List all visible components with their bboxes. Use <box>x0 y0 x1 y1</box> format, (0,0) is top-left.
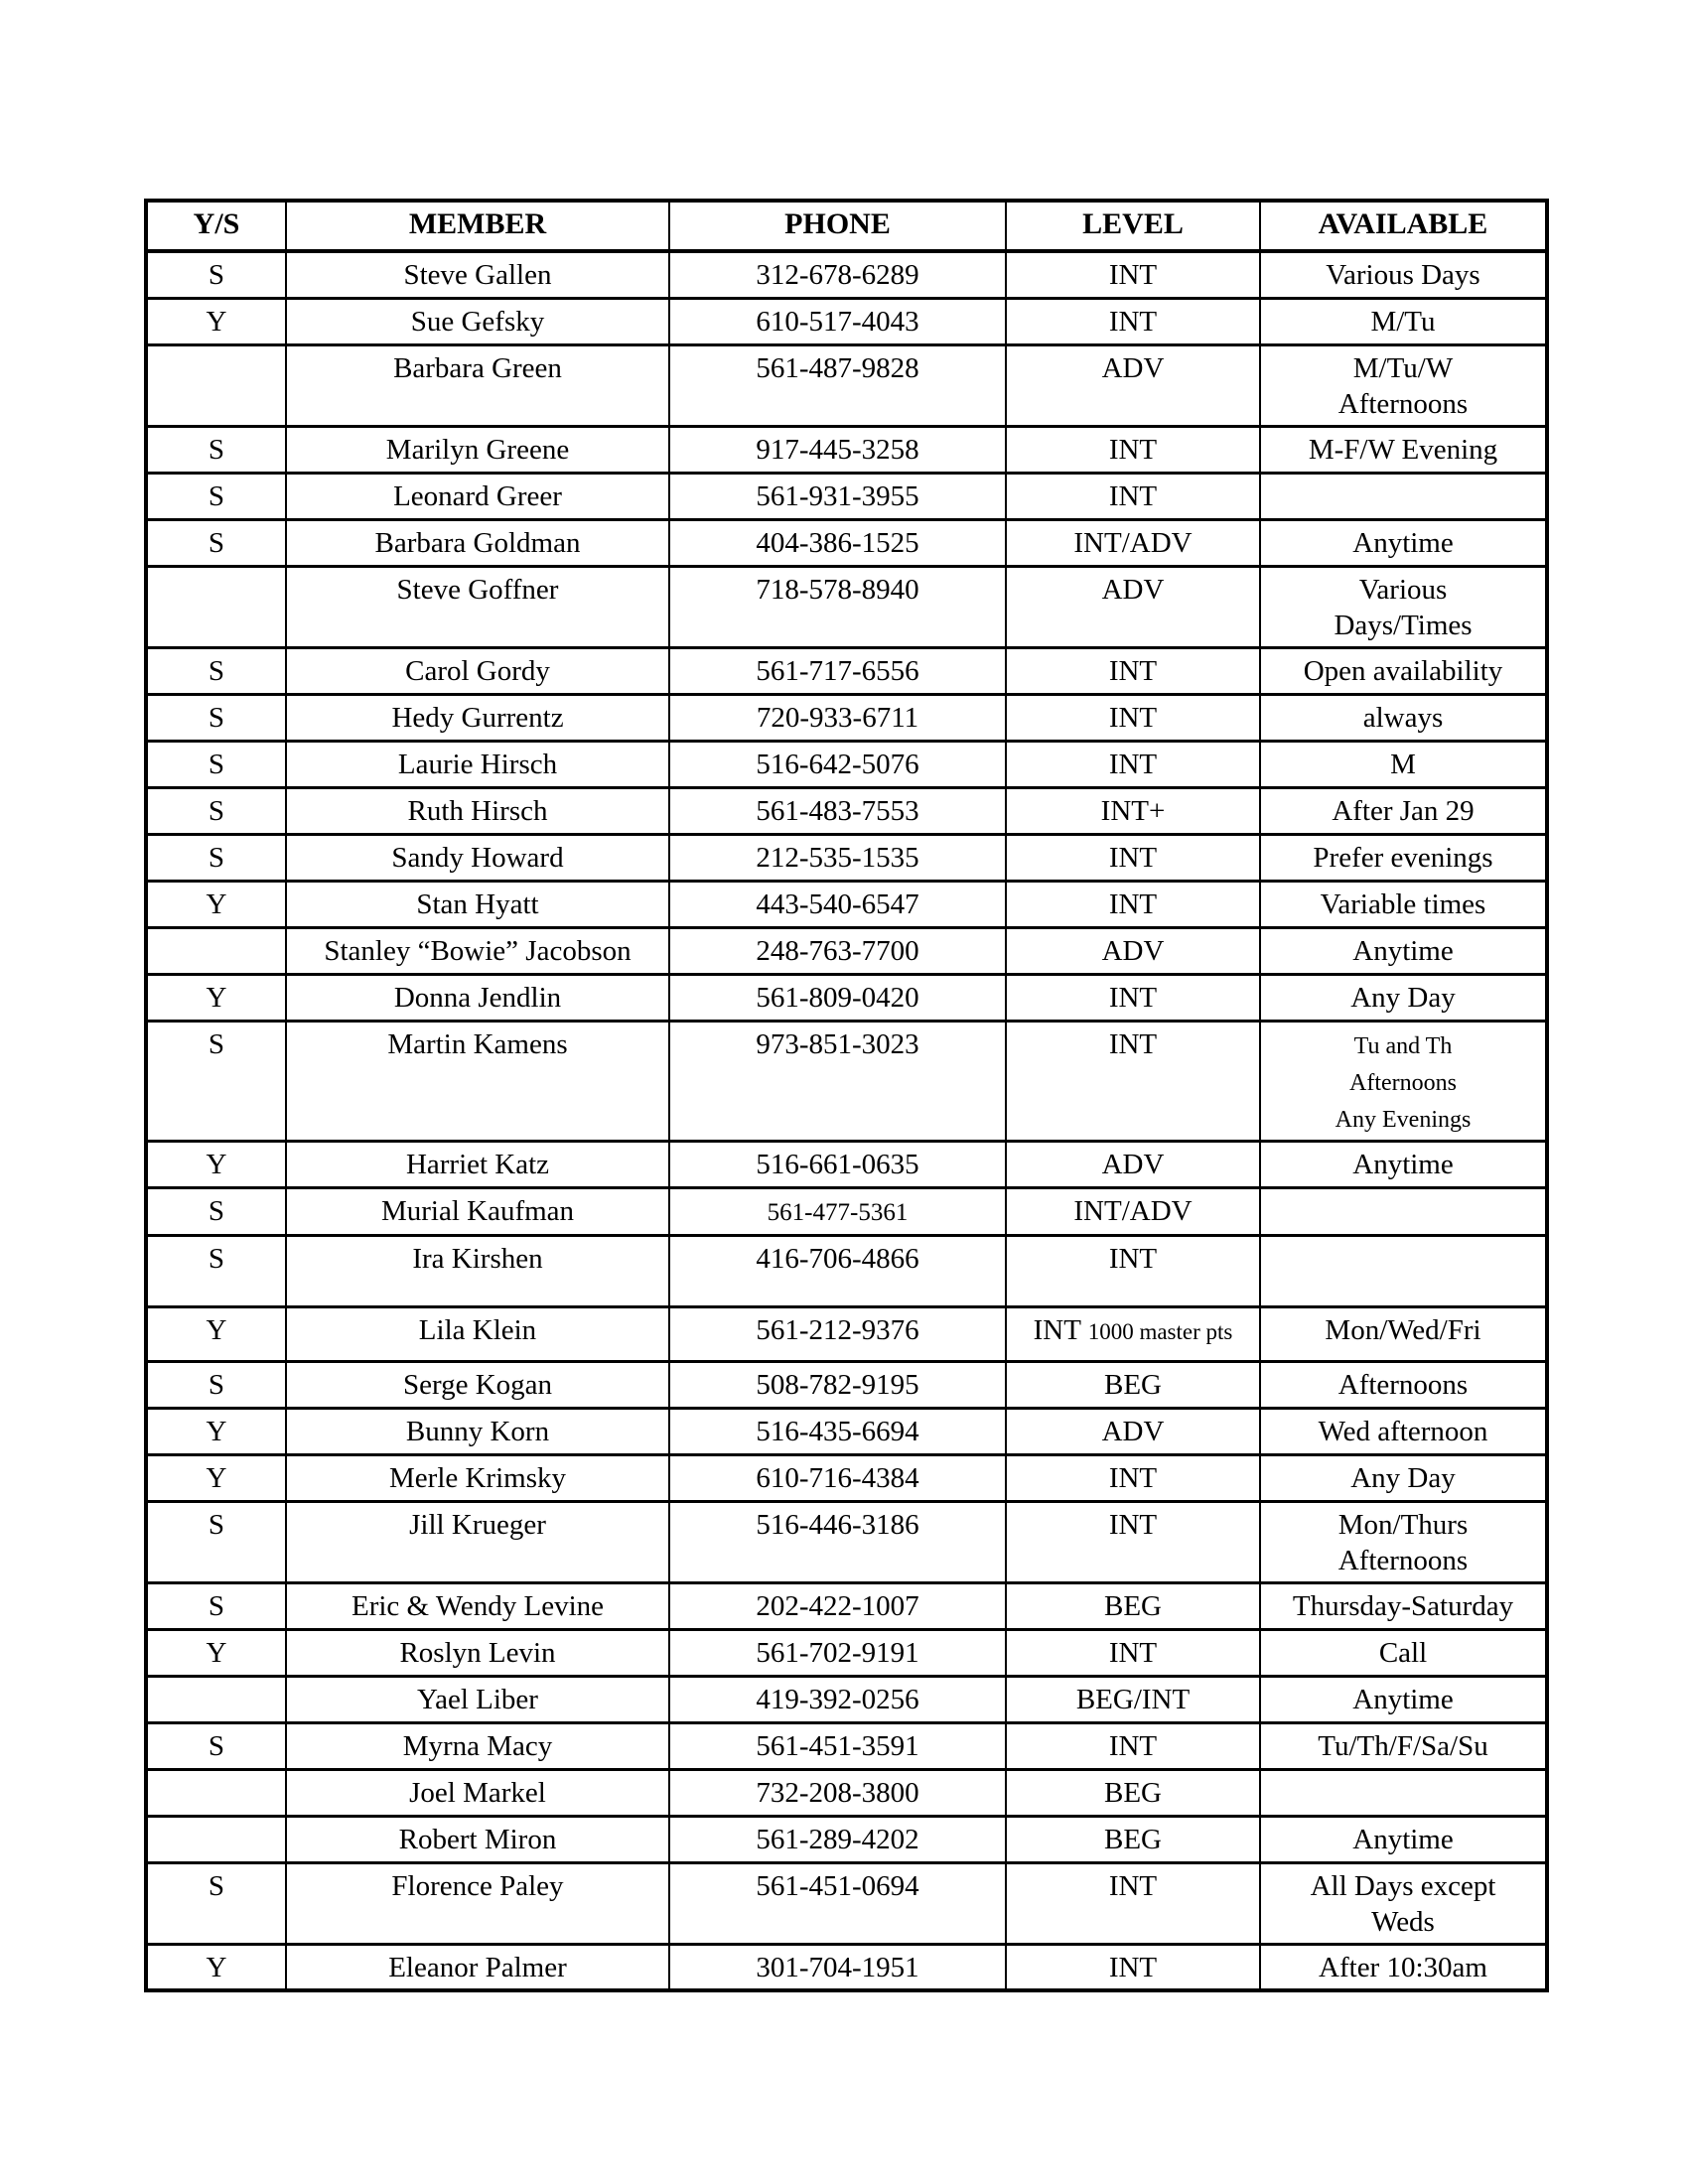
level-cell: INT <box>1006 834 1260 881</box>
table-row <box>146 694 1547 741</box>
phone-cell: 312-678-6289 <box>669 251 1006 298</box>
available-cell: M-F/W Evening <box>1260 426 1547 473</box>
ys-cell: Y <box>146 1629 286 1676</box>
level-cell: BEG <box>1006 1361 1260 1408</box>
phone-cell: 212-535-1535 <box>669 834 1006 881</box>
level-cell: INT <box>1006 694 1260 741</box>
available-cell: Thursday-Saturday <box>1260 1582 1547 1629</box>
ys-cell: S <box>146 694 286 741</box>
member-cell: Steve Goffner <box>286 566 669 647</box>
ys-cell: S <box>146 473 286 519</box>
ys-cell <box>146 927 286 974</box>
table-row <box>146 1676 1547 1722</box>
ys-cell: Y <box>146 1944 286 1990</box>
available-cell <box>1260 1187 1547 1235</box>
table-row <box>146 426 1547 473</box>
table-header <box>146 201 1547 251</box>
member-cell: Myrna Macy <box>286 1722 669 1769</box>
table-row <box>146 1306 1547 1361</box>
phone-cell: 917-445-3258 <box>669 426 1006 473</box>
ys-cell: S <box>146 1501 286 1582</box>
level-cell: INT <box>1006 1235 1260 1306</box>
member-cell: Sandy Howard <box>286 834 669 881</box>
table-row <box>146 1629 1547 1676</box>
phone-cell: 561-702-9191 <box>669 1629 1006 1676</box>
table-row <box>146 519 1547 566</box>
table-row <box>146 974 1547 1021</box>
phone-cell: 516-435-6694 <box>669 1408 1006 1454</box>
table-row <box>146 787 1547 834</box>
table-row <box>146 251 1547 298</box>
phone-cell: 516-642-5076 <box>669 741 1006 787</box>
phone-cell: 718-578-8940 <box>669 566 1006 647</box>
table-row <box>146 1816 1547 1862</box>
ys-cell <box>146 566 286 647</box>
phone-cell: 720-933-6711 <box>669 694 1006 741</box>
phone-cell: 419-392-0256 <box>669 1676 1006 1722</box>
member-cell: Carol Gordy <box>286 647 669 694</box>
phone-cell: 973-851-3023 <box>669 1021 1006 1141</box>
level-cell: BEG/INT <box>1006 1676 1260 1722</box>
available-cell: Open availability <box>1260 647 1547 694</box>
available-cell: Tu/Th/F/Sa/Su <box>1260 1722 1547 1769</box>
available-cell <box>1260 473 1547 519</box>
table-row <box>146 344 1547 426</box>
available-cell: Mon/Thurs Afternoons <box>1260 1501 1547 1582</box>
table-row <box>146 1501 1547 1582</box>
table-row <box>146 927 1547 974</box>
available-cell: Mon/Wed/Fri <box>1260 1306 1547 1361</box>
table-row <box>146 1582 1547 1629</box>
table-row <box>146 881 1547 927</box>
header-ys: Y/S <box>146 201 286 251</box>
level-cell: INT 1000 master pts <box>1006 1306 1260 1361</box>
level-cell: INT/ADV <box>1006 519 1260 566</box>
available-cell: Anytime <box>1260 1816 1547 1862</box>
member-cell: Donna Jendlin <box>286 974 669 1021</box>
available-cell: All Days except Weds <box>1260 1862 1547 1944</box>
ys-cell: Y <box>146 974 286 1021</box>
member-cell: Murial Kaufman <box>286 1187 669 1235</box>
table-row <box>146 1361 1547 1408</box>
ys-cell: Y <box>146 1454 286 1501</box>
member-cell: Robert Miron <box>286 1816 669 1862</box>
available-cell: Wed afternoon <box>1260 1408 1547 1454</box>
phone-cell: 404-386-1525 <box>669 519 1006 566</box>
member-cell: Bunny Korn <box>286 1408 669 1454</box>
ys-cell: S <box>146 251 286 298</box>
member-cell: Hedy Gurrentz <box>286 694 669 741</box>
phone-cell: 610-517-4043 <box>669 298 1006 344</box>
level-cell: INT <box>1006 1501 1260 1582</box>
available-cell: Various Days <box>1260 251 1547 298</box>
available-cell <box>1260 1769 1547 1816</box>
member-roster-table <box>144 199 1549 1992</box>
table-row <box>146 1141 1547 1187</box>
level-cell: INT <box>1006 1629 1260 1676</box>
phone-cell: 416-706-4866 <box>669 1235 1006 1306</box>
ys-cell: S <box>146 519 286 566</box>
level-cell: BEG <box>1006 1769 1260 1816</box>
ys-cell: S <box>146 647 286 694</box>
available-cell: M/Tu <box>1260 298 1547 344</box>
available-cell: After Jan 29 <box>1260 787 1547 834</box>
member-cell: Eric & Wendy Levine <box>286 1582 669 1629</box>
available-cell: Afternoons <box>1260 1361 1547 1408</box>
ys-cell: Y <box>146 1306 286 1361</box>
available-cell: Anytime <box>1260 1141 1547 1187</box>
table-row <box>146 1862 1547 1944</box>
table-row <box>146 741 1547 787</box>
available-cell <box>1260 1235 1547 1306</box>
ys-cell: S <box>146 1187 286 1235</box>
phone-cell: 561-451-0694 <box>669 1862 1006 1944</box>
level-cell: INT <box>1006 473 1260 519</box>
member-cell: Harriet Katz <box>286 1141 669 1187</box>
phone-cell: 202-422-1007 <box>669 1582 1006 1629</box>
level-cell: INT <box>1006 1862 1260 1944</box>
available-cell: M <box>1260 741 1547 787</box>
phone-cell: 443-540-6547 <box>669 881 1006 927</box>
phone-cell: 516-446-3186 <box>669 1501 1006 1582</box>
available-cell: After 10:30am <box>1260 1944 1547 1990</box>
header-row <box>146 201 1547 251</box>
member-cell: Barbara Goldman <box>286 519 669 566</box>
member-cell: Ira Kirshen <box>286 1235 669 1306</box>
level-cell: INT <box>1006 974 1260 1021</box>
header-phone: PHONE <box>669 201 1006 251</box>
table-row <box>146 1408 1547 1454</box>
level-cell: ADV <box>1006 566 1260 647</box>
member-roster <box>144 199 1545 1992</box>
header-level: LEVEL <box>1006 201 1260 251</box>
ys-cell: Y <box>146 298 286 344</box>
table-row <box>146 1722 1547 1769</box>
table-row <box>146 834 1547 881</box>
level-cell: INT <box>1006 426 1260 473</box>
table-row <box>146 298 1547 344</box>
available-cell: Anytime <box>1260 519 1547 566</box>
available-cell: Tu and Th Afternoons Any Evenings <box>1260 1021 1547 1141</box>
member-cell: Lila Klein <box>286 1306 669 1361</box>
member-cell: Eleanor Palmer <box>286 1944 669 1990</box>
member-cell: Laurie Hirsch <box>286 741 669 787</box>
phone-cell: 516-661-0635 <box>669 1141 1006 1187</box>
header-member: MEMBER <box>286 201 669 251</box>
level-note: 1000 master pts <box>1087 1318 1233 1344</box>
available-cell: Various Days/Times <box>1260 566 1547 647</box>
phone-cell: 561-487-9828 <box>669 344 1006 426</box>
member-cell: Yael Liber <box>286 1676 669 1722</box>
member-cell: Joel Markel <box>286 1769 669 1816</box>
phone-cell: 561-451-3591 <box>669 1722 1006 1769</box>
available-cell: Anytime <box>1260 1676 1547 1722</box>
ys-cell: S <box>146 1361 286 1408</box>
table-row <box>146 647 1547 694</box>
level-cell: ADV <box>1006 1141 1260 1187</box>
phone-cell: 561-931-3955 <box>669 473 1006 519</box>
ys-cell: S <box>146 1021 286 1141</box>
available-cell: Prefer evenings <box>1260 834 1547 881</box>
available-cell: Any Day <box>1260 974 1547 1021</box>
member-cell: Marilyn Greene <box>286 426 669 473</box>
level-cell: INT <box>1006 741 1260 787</box>
header-available: AVAILABLE <box>1260 201 1547 251</box>
level-cell: INT <box>1006 251 1260 298</box>
member-cell: Jill Krueger <box>286 1501 669 1582</box>
level-cell: BEG <box>1006 1582 1260 1629</box>
available-cell: Anytime <box>1260 927 1547 974</box>
phone-cell: 561-289-4202 <box>669 1816 1006 1862</box>
ys-cell <box>146 1676 286 1722</box>
level-cell: INT <box>1006 1454 1260 1501</box>
table-row <box>146 1944 1547 1990</box>
table-row <box>146 1769 1547 1816</box>
ys-cell: Y <box>146 1408 286 1454</box>
member-cell: Steve Gallen <box>286 251 669 298</box>
table-body <box>146 251 1547 1990</box>
level-cell: INT <box>1006 1944 1260 1990</box>
ys-cell: S <box>146 1722 286 1769</box>
available-cell: M/Tu/W Afternoons <box>1260 344 1547 426</box>
table-row <box>146 1235 1547 1306</box>
ys-cell: S <box>146 787 286 834</box>
table-row <box>146 473 1547 519</box>
available-cell: Call <box>1260 1629 1547 1676</box>
member-cell: Barbara Green <box>286 344 669 426</box>
available-cell: Any Day <box>1260 1454 1547 1501</box>
ys-cell: S <box>146 1235 286 1306</box>
level-cell: INT <box>1006 881 1260 927</box>
level-cell: INT <box>1006 1021 1260 1141</box>
phone-cell: 301-704-1951 <box>669 1944 1006 1990</box>
phone-cell: 561-483-7553 <box>669 787 1006 834</box>
level-cell: INT <box>1006 1722 1260 1769</box>
ys-cell <box>146 344 286 426</box>
ys-cell: S <box>146 1862 286 1944</box>
table-row <box>146 1454 1547 1501</box>
member-cell: Leonard Greer <box>286 473 669 519</box>
phone-cell: 561-477-5361 <box>669 1187 1006 1235</box>
level-cell: INT+ <box>1006 787 1260 834</box>
phone-cell: 732-208-3800 <box>669 1769 1006 1816</box>
ys-cell: S <box>146 741 286 787</box>
member-cell: Stan Hyatt <box>286 881 669 927</box>
member-cell: Merle Krimsky <box>286 1454 669 1501</box>
level-cell: BEG <box>1006 1816 1260 1862</box>
level-cell: ADV <box>1006 344 1260 426</box>
member-cell: Sue Gefsky <box>286 298 669 344</box>
available-cell: always <box>1260 694 1547 741</box>
level-cell: ADV <box>1006 1408 1260 1454</box>
member-cell: Ruth Hirsch <box>286 787 669 834</box>
phone-cell: 561-717-6556 <box>669 647 1006 694</box>
phone-cell: 508-782-9195 <box>669 1361 1006 1408</box>
table-row <box>146 1021 1547 1141</box>
level-cell: INT <box>1006 647 1260 694</box>
level-cell: INT <box>1006 298 1260 344</box>
phone-cell: 248-763-7700 <box>669 927 1006 974</box>
available-cell: Variable times <box>1260 881 1547 927</box>
phone-cell: 561-809-0420 <box>669 974 1006 1021</box>
ys-cell: S <box>146 1582 286 1629</box>
member-cell: Florence Paley <box>286 1862 669 1944</box>
member-cell: Roslyn Levin <box>286 1629 669 1676</box>
ys-cell <box>146 1769 286 1816</box>
phone-cell: 561-212-9376 <box>669 1306 1006 1361</box>
level-cell: INT/ADV <box>1006 1187 1260 1235</box>
member-cell: Stanley “Bowie” Jacobson <box>286 927 669 974</box>
ys-cell: Y <box>146 1141 286 1187</box>
ys-cell: S <box>146 834 286 881</box>
table-row <box>146 566 1547 647</box>
table-row <box>146 1187 1547 1235</box>
ys-cell: S <box>146 426 286 473</box>
phone-cell: 610-716-4384 <box>669 1454 1006 1501</box>
member-cell: Martin Kamens <box>286 1021 669 1141</box>
ys-cell: Y <box>146 881 286 927</box>
level-cell: ADV <box>1006 927 1260 974</box>
ys-cell <box>146 1816 286 1862</box>
member-cell: Serge Kogan <box>286 1361 669 1408</box>
